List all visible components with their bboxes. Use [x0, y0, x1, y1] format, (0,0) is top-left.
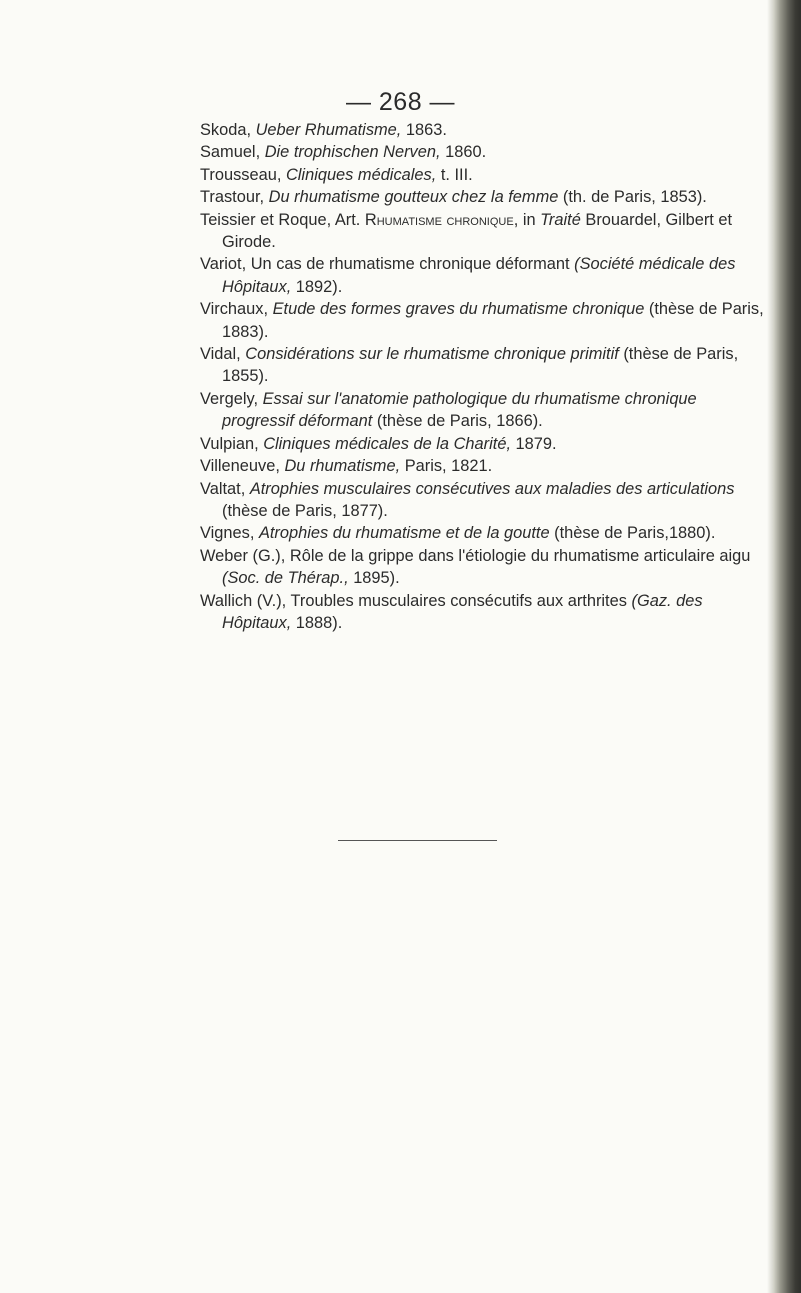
entry-subject: Rhumatisme chronique, [364, 210, 519, 229]
entry-author: Skoda, [200, 121, 252, 139]
entry-author: Weber (G.), Rôle de la grippe dans l'étiologie du rhumatisme articulaire aigu [200, 546, 751, 565]
bibliography-entry [200, 455, 768, 477]
page-number: — 268 — [345, 88, 456, 116]
entry-details: 1895). [348, 569, 400, 588]
entry-author: Trousseau, [200, 165, 282, 184]
entry-title: Die trophischen Nerven, [264, 143, 441, 162]
entry-author: Wallich (V.), Troubles musculaires consécutifs aux arthrites [200, 591, 627, 610]
bibliography-entry [200, 522, 768, 544]
entry-details: (thèse de Paris,1880). [549, 524, 716, 543]
entry-connector: in [518, 210, 541, 229]
entry-details: (thèse de Paris, 1877). [222, 501, 388, 520]
scanned-page-edge [773, 0, 801, 1293]
entry-details: (thèse de Paris, 1883). [222, 300, 764, 341]
entry-title: Ueber Rhumatisme, [255, 121, 402, 139]
entry-title: Considérations sur le rhumatisme chronique primitif [245, 345, 619, 364]
bibliography-entry [200, 209, 768, 254]
entry-author: Teissier et Roque, Art. [200, 210, 361, 229]
entry-author: Virchaux, [200, 300, 269, 319]
bibliography-entry [200, 119, 768, 141]
bibliography-entry [200, 298, 768, 343]
entry-author: Vignes, [200, 524, 255, 543]
entry-author: Vergely, [200, 389, 259, 408]
entry-author: Valtat, [200, 479, 246, 498]
entry-title: (Société médicale des Hôpitaux, [222, 255, 736, 296]
entry-details: 1879. [511, 434, 557, 453]
entry-details: Paris, 1821. [400, 457, 493, 476]
entry-title: Etude des formes graves du rhumatisme chronique [272, 300, 645, 319]
bibliography-entry [200, 164, 768, 186]
bibliography-entry [200, 590, 768, 635]
entry-details: 1863. [401, 121, 447, 139]
entry-author: Villeneuve, [200, 457, 280, 476]
entry-details: t. III. [436, 165, 473, 184]
entry-details: (thèse de Paris, 1855). [222, 345, 739, 386]
entry-author: Vidal, [200, 345, 241, 364]
entry-title: (Soc. de Thérap., [222, 569, 349, 588]
entry-details: 1892). [291, 277, 343, 296]
entry-author: Vulpian, [200, 434, 259, 453]
bibliography-entry [200, 343, 768, 388]
entry-title: (Gaz. des Hôpitaux, [222, 591, 703, 632]
entry-title: Cliniques médicales de la Charité, [263, 434, 511, 453]
entry-details: 1888). [291, 613, 343, 632]
entry-title: Traité [540, 210, 581, 229]
bibliography-entry [200, 388, 768, 433]
entry-title: Du rhumatisme, [284, 457, 401, 476]
entry-title: Essai sur l'anatomie pathologique du rhumatisme chronique progressif déformant [222, 389, 697, 431]
closing-rule [338, 840, 497, 841]
entry-details: Brouardel, Gilbert et Girode. [222, 210, 733, 252]
entry-title: Du rhumatisme goutteux chez la femme [268, 188, 559, 207]
entry-title: Atrophies du rhumatisme et de la goutte [258, 524, 550, 543]
entry-title: Atrophies musculaires consécutives aux maladies des articulations [249, 479, 735, 498]
bibliography-entry [200, 433, 768, 455]
bibliography-entry [200, 478, 768, 523]
bibliography-list [200, 119, 768, 634]
bibliography-entry [200, 253, 768, 298]
entry-details: (thèse de Paris, 1866). [372, 412, 543, 431]
entry-author: Variot, Un cas de rhumatisme chronique déformant [200, 255, 570, 274]
bibliography-entry [200, 545, 768, 590]
bibliography-entry [200, 141, 768, 163]
entry-author: Trastour, [200, 188, 265, 207]
entry-details: 1860. [440, 143, 487, 162]
entry-details: (th. de Paris, 1853). [558, 188, 707, 207]
entry-author: Samuel, [200, 143, 261, 162]
entry-title: Cliniques médicales, [285, 165, 437, 184]
bibliography-entry [200, 186, 768, 208]
